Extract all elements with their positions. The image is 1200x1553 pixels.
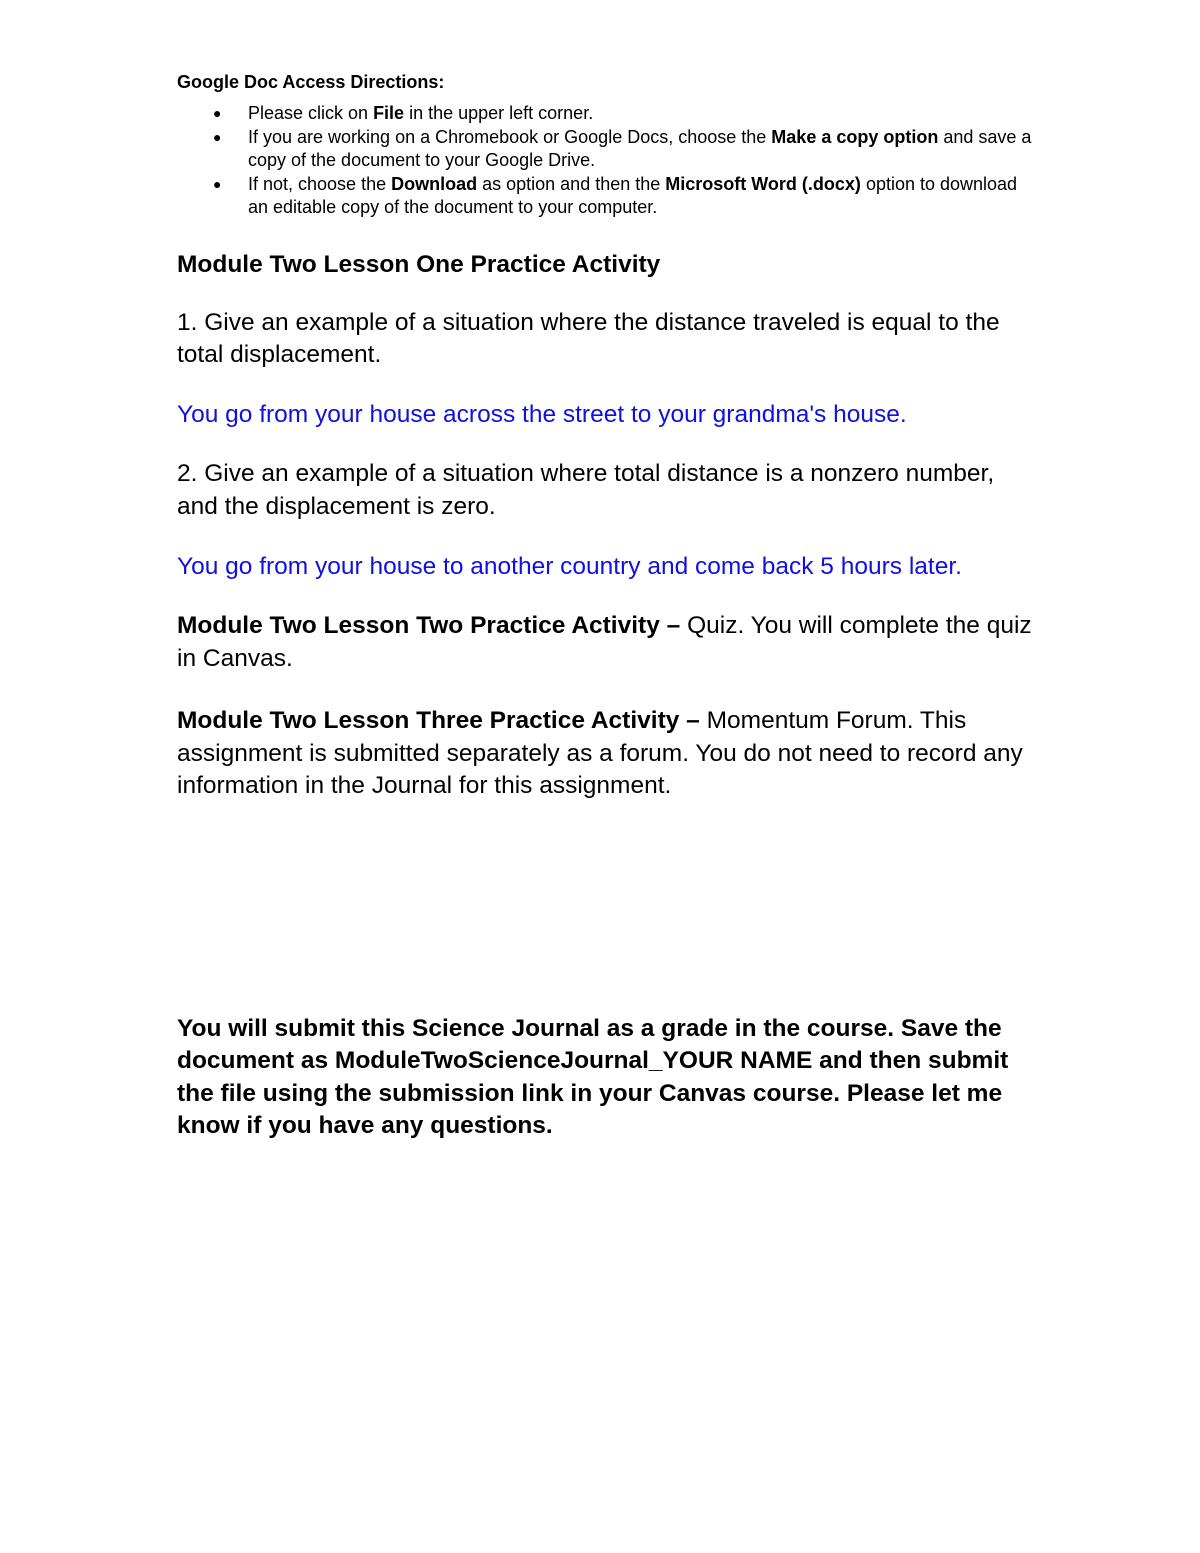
directions-item-download — [177, 173, 1037, 220]
document-content — [177, 70, 1037, 1143]
lesson-two-text: Quiz. You will complete the quiz in Canvas. — [177, 612, 1032, 672]
directions-text: If not, choose the — [248, 173, 392, 194]
lesson-three-paragraph — [177, 705, 1037, 803]
closing-instructions: You will submit this Science Journal as a grade in the course. Save the document as ModuleTwoScienceJournal_YOUR NAME and then submit the file using the submission link in your Canvas course. Please let me know if you have any questions. — [177, 1014, 1009, 1139]
directions-item-file — [177, 102, 1037, 126]
bullet-icon: ● — [213, 175, 222, 192]
lesson-two-paragraph — [177, 610, 1037, 675]
lesson-three-dash: – — [679, 707, 707, 734]
directions-list — [177, 102, 1037, 220]
directions-text: in the upper left corner. — [404, 103, 594, 123]
directions-bold-text: Download — [391, 173, 478, 194]
lesson-three-text: Momentum Forum. This assignment is submitted separately as a forum. You do not need to record any information in the Journal for this assignment. — [177, 707, 1023, 799]
directions-bold-text: Microsoft Word (.docx) — [665, 173, 861, 194]
bullet-icon: ● — [213, 128, 222, 145]
answer-one: You go from your house across the street to your grandma's house. — [177, 400, 907, 428]
question-one: 1. Give an example of a situation where the distance traveled is equal to the total displacement. — [177, 308, 1000, 368]
lesson-two-heading: Module Two Lesson Two Practice Activity — [177, 612, 660, 639]
directions-item-make-copy — [177, 126, 1037, 173]
directions-text: as option and then the — [477, 173, 666, 194]
directions-title: Google Doc Access Directions: — [177, 72, 445, 92]
directions-text: If you are working on a Chromebook or Google Docs, choose the — [248, 126, 772, 147]
question-two: 2. Give an example of a situation where total distance is a nonzero number, and the displacement is zero. — [177, 460, 995, 520]
directions-bold-text: File — [373, 103, 405, 123]
bullet-icon: ● — [213, 105, 222, 121]
directions-bold-text: Make a copy option — [771, 126, 939, 147]
directions-text: Please click on — [248, 103, 374, 123]
lesson-two-dash: – — [659, 612, 688, 639]
directions-text: and save a copy of the document to your Google Drive. — [248, 126, 1032, 170]
directions-text: option to download an editable copy of the document to your computer. — [248, 173, 1018, 217]
answer-two: You go from your house to another country and come back 5 hours later. — [177, 553, 962, 580]
lesson-three-heading: Module Two Lesson Three Practice Activity — [177, 707, 680, 734]
lesson-one-heading: Module Two Lesson One Practice Activity — [177, 250, 661, 278]
